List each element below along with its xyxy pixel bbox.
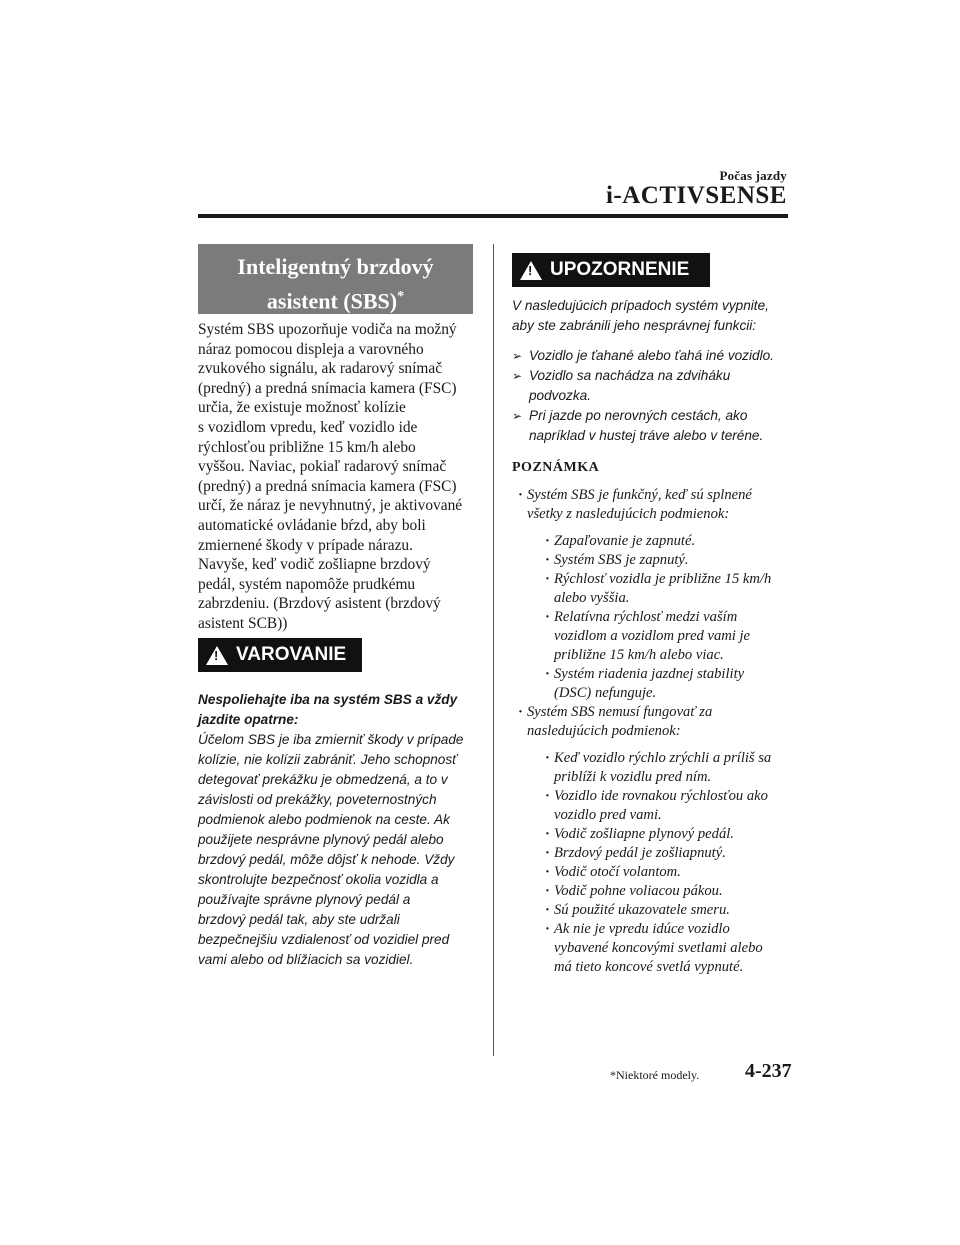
section-title-box <box>198 244 473 314</box>
caution-intro <box>512 296 802 336</box>
note-title: POZNÁMKA <box>512 460 600 475</box>
note-item <box>512 703 802 977</box>
note-subitem <box>527 787 802 825</box>
text-line: · Zapaľovanie je zapnuté. <box>554 533 696 549</box>
note-subitem <box>527 882 802 901</box>
text-line: · Systém SBS nemusí fungovať za <box>527 704 713 720</box>
chapter-header: i-ACTIVSENSE <box>605 182 787 209</box>
caution-icon <box>520 261 542 280</box>
note-item-text <box>527 486 802 524</box>
text-line: · Sú použité ukazovatele smeru. <box>554 902 730 918</box>
note-subitem <box>527 551 802 570</box>
optional-marker: * <box>397 289 405 304</box>
text-line: podvozka. <box>529 388 591 403</box>
text-line: podmienok alebo podmienok na ceste. Ak <box>198 812 450 827</box>
caution-item <box>512 366 802 406</box>
footer-note: *Niektoré modely. <box>610 1068 700 1082</box>
note-sublist <box>527 532 802 703</box>
text-line: jazdite opatrne: <box>198 712 299 727</box>
note-subitem <box>527 608 802 665</box>
text-line: · Brzdový pedál je zošliapnutý. <box>554 845 726 861</box>
section-title-line2: asistent (SBS)* <box>266 288 405 314</box>
caution-list <box>512 346 802 446</box>
text-line: zmiernené škody v prípade nárazu. <box>198 536 413 554</box>
text-line: · Vozidlo ide rovnakou rýchlosťou ako <box>554 788 768 804</box>
text-line: pedál, systém napomôže prudkému <box>198 575 416 593</box>
text-line: automatické ovládanie bŕzd, aby boli <box>198 516 426 534</box>
text-line: vozidlom a vozidlom pred vami je <box>554 628 751 644</box>
text-line: má tieto koncové svetlá vypnuté. <box>554 959 744 975</box>
note-item <box>512 486 802 703</box>
text-line: detegovať prekážku je obmedzená, a to v <box>198 772 448 787</box>
text-line: V nasledujúcich prípadoch systém vypnite, <box>512 298 769 313</box>
caution-badge <box>512 253 710 287</box>
column-divider <box>493 244 494 1056</box>
warning-badge <box>198 638 362 672</box>
text-line: (DSC) nefunguje. <box>554 685 657 701</box>
section-title-line1: Inteligentný brzdový <box>237 254 434 279</box>
section-header: Počas jazdy <box>719 168 787 183</box>
text-line: (predný) a predná snímacia kamera (FSC) <box>198 477 457 495</box>
text-line: Systém SBS upozorňuje vodiča na možný <box>198 321 457 338</box>
text-line: vozidlo pred vami. <box>554 807 662 823</box>
text-line: asistent SCB)) <box>198 614 288 632</box>
intro-paragraph <box>198 320 483 634</box>
text-line: bezpečnejšiu vzdialenosť od vozidiel pred <box>198 932 450 947</box>
header-rule <box>198 214 788 218</box>
text-line: · Rýchlosť vozidla je približne 15 km/h <box>554 571 772 587</box>
text-line: náraz pomocou displeja a varovného <box>198 340 424 358</box>
text-line: určí, že náraz je nevyhnutný, je aktivované <box>198 497 463 515</box>
text-line: Nespoliehajte iba na systém SBS a vždy <box>198 692 458 707</box>
note-item-text <box>527 703 802 741</box>
text-line: vyššou. Naviac, pokiaľ radarový snímač <box>198 458 447 476</box>
text-line: · Vodič otočí volantom. <box>554 864 681 880</box>
text-line: zabrzdeniu. (Brzdový asistent (brzdový <box>198 595 441 613</box>
note-subitem <box>527 749 802 787</box>
text-line: · Vodič zošliapne plynový pedál. <box>554 826 734 842</box>
text-line: nasledujúcich podmienok: <box>527 723 681 739</box>
note-subitem <box>527 920 802 977</box>
text-line: aby ste zabránili jeho nesprávnej funkcii: <box>512 318 757 333</box>
note-body <box>512 486 802 977</box>
text-line: určia, že existuje možnosť kolízie <box>198 399 406 417</box>
text-line: · Systém riadenia jazdnej stability <box>554 666 745 682</box>
text-line: s vozidlom vpredu, keď vozidlo ide <box>198 418 418 436</box>
note-sublist <box>527 749 802 977</box>
warning-icon <box>206 646 228 665</box>
caution-block <box>512 296 802 446</box>
text-line: približne 15 km/h alebo viac. <box>554 647 724 663</box>
warning-label: VAROVANIE <box>236 644 347 665</box>
text-line: vami alebo od blížiacich sa vozidiel. <box>198 952 414 967</box>
text-line: · Systém SBS je zapnutý. <box>554 552 689 568</box>
text-line: (predný) a predná snímacia kamera (FSC) <box>198 379 457 397</box>
text-line: ➢ Vozidlo je ťahané alebo ťahá iné vozidlo. <box>529 348 774 363</box>
caution-label: UPOZORNENIE <box>550 259 690 280</box>
warning-text <box>198 690 483 970</box>
text-line: Navyše, keď vodič zošliapne brzdový <box>198 556 431 574</box>
text-line: priblíži k vozidlu pred ním. <box>554 769 712 785</box>
text-line: Účelom SBS je iba zmierniť škody v prípade <box>198 732 464 747</box>
text-line: · Relatívna rýchlosť medzi vaším <box>554 609 738 625</box>
text-line: skontrolujte bezpečnosť okolia vozidla a <box>198 872 439 887</box>
note-subitem <box>527 570 802 608</box>
note-subitem <box>527 825 802 844</box>
text-line: rýchlosťou približne 15 km/h alebo <box>198 438 416 456</box>
text-line: napríklad v hustej tráve alebo v teréne. <box>529 428 764 443</box>
note-subitem <box>527 863 802 882</box>
text-line: ➢ Vozidlo sa nachádza na zdviháku <box>529 368 731 383</box>
page-number: 4-237 <box>745 1060 792 1082</box>
text-line: alebo vyššia. <box>554 590 630 606</box>
caution-item <box>512 406 802 446</box>
text-line: kolízie, nie kolízii zabrániť. Jeho schopnosť <box>198 752 457 767</box>
text-line: · Keď vozidlo rýchlo zrýchli a príliš sa <box>554 750 772 766</box>
note-subitem <box>527 844 802 863</box>
text-line: vybavené koncovými svetlami alebo <box>554 940 763 956</box>
text-line: · Systém SBS je funkčný, keď sú splnené <box>527 487 752 503</box>
text-line: zvukového signálu, ak radarový snímač <box>198 360 443 378</box>
text-line: všetky z nasledujúcich podmienok: <box>527 506 730 522</box>
text-line: používajte správne plynový pedál a <box>198 892 411 907</box>
text-line: · Vodič pohne voliacou pákou. <box>554 883 723 899</box>
text-line: závislosti od prekážky, poveternostných <box>198 792 437 807</box>
note-subitem <box>527 665 802 703</box>
note-subitem <box>527 532 802 551</box>
text-line: · Ak nie je vpredu idúce vozidlo <box>554 921 730 937</box>
text-line: ➢ Pri jazde po nerovných cestách, ako <box>529 408 748 423</box>
text-line: brzdový pedál tak, aby ste udržali <box>198 912 400 927</box>
text-line: brzdový pedál, môže dôjsť k nehode. Vždy <box>198 852 455 867</box>
text-line: použijete nesprávne plynový pedál alebo <box>198 832 444 847</box>
caution-item <box>512 346 802 366</box>
note-subitem <box>527 901 802 920</box>
